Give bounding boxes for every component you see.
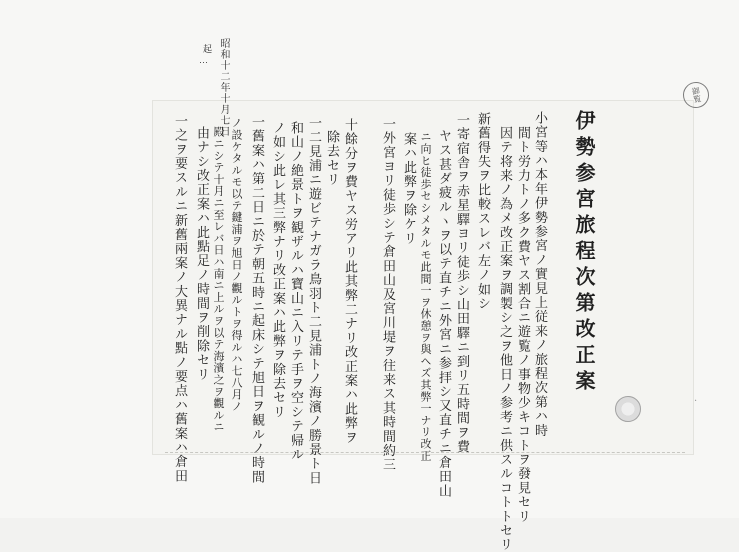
text-line-16: ノ設ケタルモ以テ鍵浦ヲ旭日ノ觀ルトヲ得ルハ七八月ノ (230, 117, 243, 412)
text-line-6: ヤス甚ダ疲ルヽヲ以テ直チニ外宮ニ参拝シ又直チニ倉田山 (436, 129, 451, 499)
text-line-5: 一寄宿舎ヲ赤星驛ヨリ徒歩シ山田驛ニ到リ五時間ヲ費 (454, 113, 469, 454)
margin-note: 昭和十二年十月七日 (218, 38, 229, 137)
text-line-12: 一二見浦ニ遊ビテナガラ鳥羽ト二見浦トノ海濱ノ勝景ト日 (306, 116, 321, 486)
text-line-19: 一之ヲ要スルニ新舊兩案ノ大異ナル點ノ要点ハ舊案ハ倉田 (172, 114, 187, 484)
text-line-1: 小宮等ハ本年伊勢参宮ノ實見上従来ノ旅程次第ハ時 (532, 111, 547, 438)
text-line-10: 十餘分ヲ費ヤス労アリ此其弊二ナリ改正案ハ此弊ヲ (342, 118, 357, 445)
text-line-3: 因テ将来ノ為メ改正案ヲ調製シ之ヲ他日ノ参考ニ供スルコトトセリ (497, 126, 512, 552)
text-line-8: 案ハ此弊ヲ除ケリ (401, 132, 416, 246)
corner-stamp-text: 御覧 (690, 86, 703, 104)
text-line-17: 殿ニシテ十月ニ至レバ日ハ南ニ上ルヲ以テ海濱之ヲ觀ルニ (212, 126, 225, 433)
text-line-15: 一舊案ハ第二日ニ於テ朝五時ニ起床シテ旭日ヲ観ルノ時間 (249, 115, 264, 485)
text-line-11: 除去セリ (324, 130, 339, 187)
margin-mark: 起 (201, 44, 211, 54)
document-title: 伊勢参宮旅程次第改正案 (572, 110, 596, 396)
right-seal (615, 396, 641, 422)
faint-dot: · (694, 396, 698, 407)
text-line-4: 新舊得失ヲ比較スレバ左ノ如シ (475, 112, 490, 311)
text-line-13: 和山ノ絶景トヲ観ザルハ寶山ニ入リテ手ヲ空シテ帰ル (288, 121, 303, 462)
text-line-9: 一外宮ヨリ徒歩シテ倉田山及宮川堤ヲ往来ス其時間約三 (380, 117, 395, 472)
text-line-14: ノ如シ此レ其三弊ナリ改正案ハ此弊ヲ除去セリ (270, 121, 285, 420)
small-annotation-mark: ⋯ (199, 58, 208, 68)
text-line-18: 由ナシ改正案ハ此點足ノ時間ヲ削除セリ (194, 126, 209, 382)
text-line-2: 間ト労力トノ多ク費ヤス割合ニ遊覧ノ事物少キコトヲ發見セリ (515, 126, 530, 524)
text-line-7: ニ向ヒ徒歩セシメタルモ此間一ヲ休憩ヲ與ヘズ其弊一ナリ改正 (419, 131, 432, 462)
